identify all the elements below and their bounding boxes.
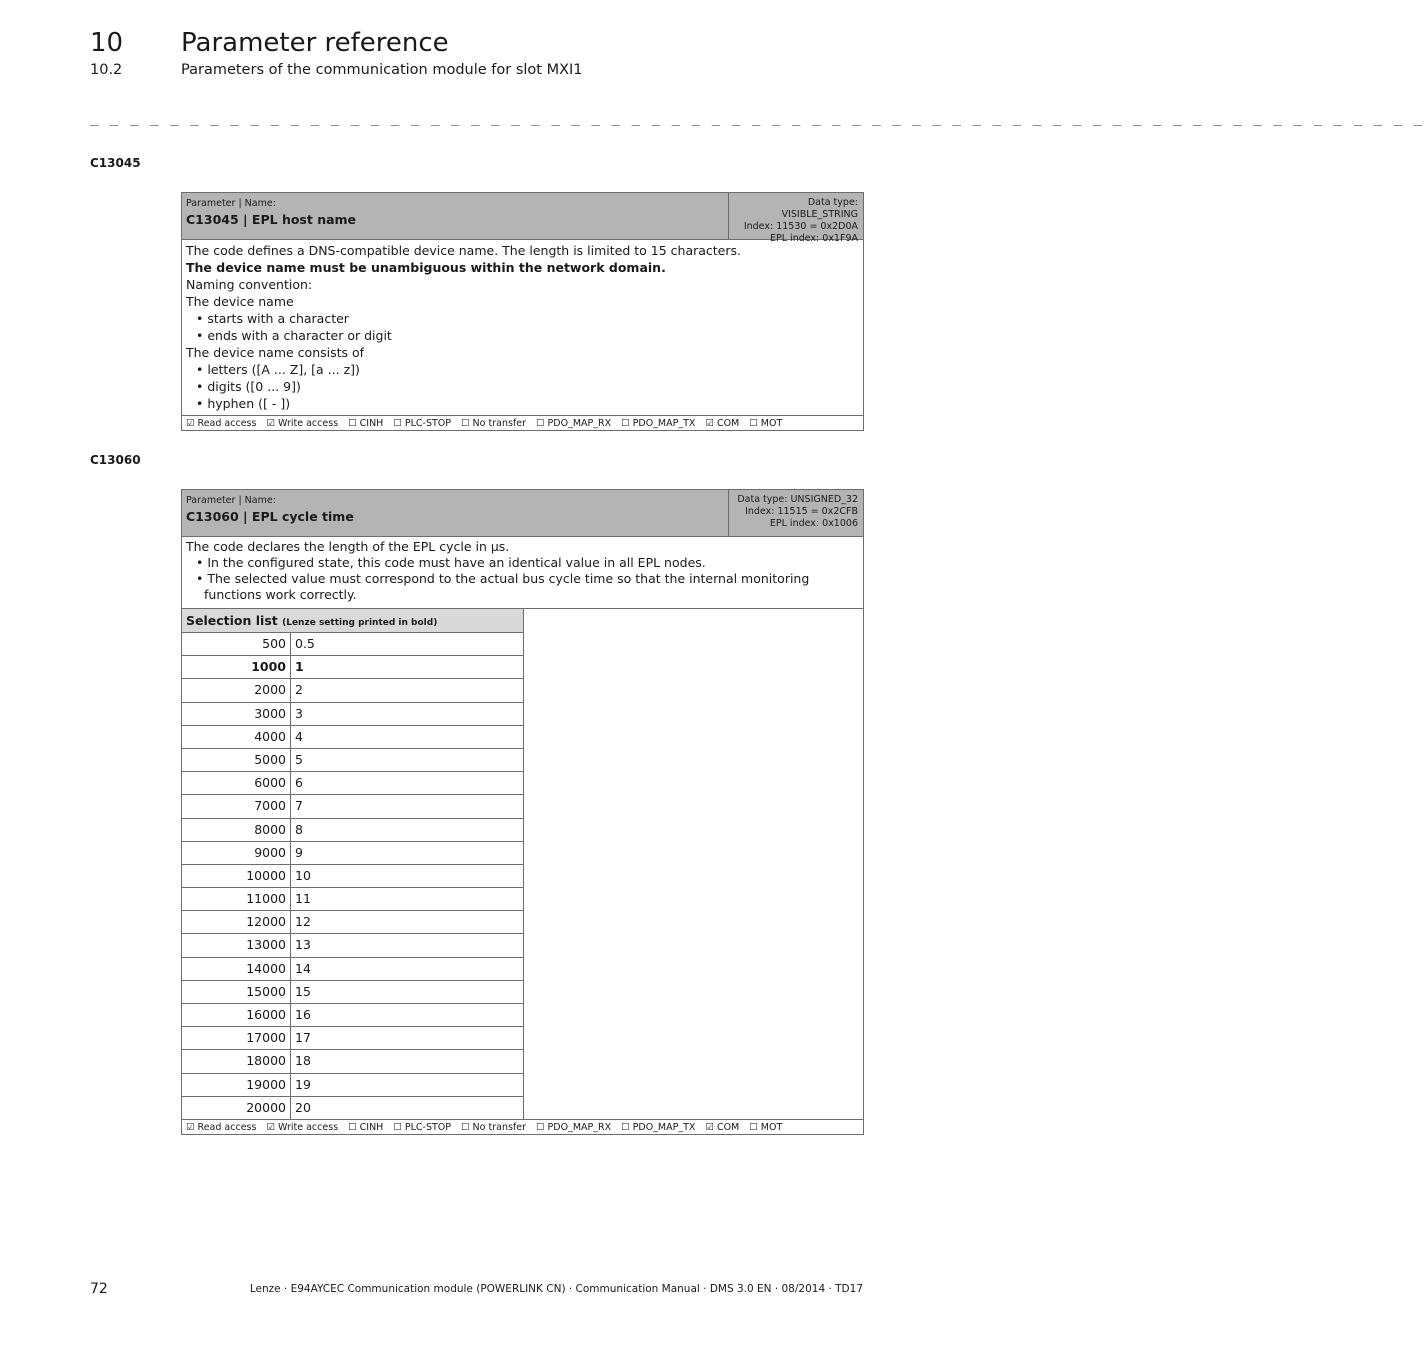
selection-row — [182, 656, 523, 679]
selection-row — [182, 749, 523, 772]
selection-text: 17 — [295, 1030, 311, 1046]
bullet-item: • hyphen ([ - ]) — [196, 396, 291, 411]
selection-text: 0.5 — [295, 636, 315, 651]
selection-text: 9 — [295, 844, 303, 860]
index: Index: 11530 = 0x2D0A — [743, 221, 858, 232]
selection-list-note: (Lenze setting printed in bold) — [282, 618, 438, 628]
selection-text: 6 — [295, 775, 303, 791]
chapter-title: Parameter reference — [181, 28, 449, 58]
selection-text: 18 — [295, 1053, 311, 1069]
access-cinh: ☐ CINH — [348, 418, 384, 429]
chapter-number: 10 — [90, 28, 124, 58]
epl-index: EPL index: 0x1F9A — [770, 233, 858, 244]
selection-value: 17000 — [182, 1027, 291, 1049]
access-pdo-map-tx: ☐ PDO_MAP_TX — [621, 1121, 696, 1133]
selection-text: 8 — [295, 821, 303, 837]
code-heading-c13045: C13045 — [90, 156, 141, 170]
selection-text: 2 — [295, 682, 303, 698]
selection-row — [182, 842, 523, 865]
selection-value: 16000 — [182, 1004, 291, 1026]
access-write: ☑ Write access — [266, 418, 339, 429]
selection-value: 8000 — [182, 819, 291, 841]
selection-value: 15000 — [182, 981, 291, 1003]
selection-value: 20000 — [182, 1097, 291, 1119]
access-cinh: ☐ CINH — [348, 1121, 384, 1133]
selection-list-table — [182, 609, 524, 1119]
parameter-table-c13060 — [181, 489, 864, 1135]
selection-value: 6000 — [182, 772, 291, 794]
parameter-table-c13045 — [181, 192, 864, 431]
parameter-header — [182, 193, 863, 244]
selection-row — [182, 726, 523, 749]
selection-text: 12 — [295, 914, 311, 930]
selection-row — [182, 911, 523, 934]
selection-value: 1000 — [182, 656, 291, 678]
selection-row — [182, 1004, 523, 1027]
bullet-item: • letters ([A ... Z], [a ... z]) — [196, 362, 360, 377]
index: Index: 11515 = 0x2CFB — [745, 506, 858, 517]
access-write: ☑ Write access — [266, 1121, 339, 1133]
selection-row — [182, 795, 523, 818]
selection-list-title: Selection list — [186, 613, 278, 628]
epl-index: EPL index: 0x1006 — [769, 518, 858, 529]
selection-list — [182, 608, 863, 1119]
selection-row — [182, 934, 523, 957]
selection-value: 18000 — [182, 1050, 291, 1072]
selection-text: 20 — [295, 1099, 311, 1115]
parameter-data-info — [728, 193, 863, 244]
selection-value: 4000 — [182, 726, 291, 748]
code-heading-c13060: C13060 — [90, 453, 141, 467]
selection-value: 12000 — [182, 911, 291, 933]
description-line-bold: The device name must be unambiguous within the network domain. — [186, 260, 666, 275]
selection-text: 5 — [295, 751, 303, 767]
parameter-data-info — [728, 490, 863, 536]
access-flags — [182, 415, 863, 430]
description-line: The code defines a DNS-compatible device name. The length is limited to 15 characters. — [186, 243, 741, 258]
access-com: ☑ COM — [705, 1121, 740, 1133]
parameter-name: C13060 | EPL cycle time — [186, 509, 354, 524]
selection-value: 3000 — [182, 703, 291, 725]
selection-row — [182, 819, 523, 842]
bullet-item: • In the configured state, this code must have an identical value in all EPL nodes. — [196, 555, 706, 570]
access-pdo-map-rx: ☐ PDO_MAP_RX — [536, 1121, 612, 1133]
selection-text: 16 — [295, 1007, 311, 1022]
selection-value: 2000 — [182, 679, 291, 701]
selection-text: 19 — [295, 1076, 311, 1092]
parameter-description — [182, 240, 863, 415]
selection-row — [182, 865, 523, 888]
selection-row — [182, 1050, 523, 1073]
description-line: The device name consists of — [186, 345, 365, 360]
selection-value: 500 — [182, 633, 291, 655]
selection-row — [182, 633, 523, 656]
selection-text: 7 — [295, 798, 303, 814]
section-title: Parameters of the communication module for slot MXI1 — [181, 62, 583, 78]
access-flags — [182, 1119, 863, 1134]
parameter-description — [182, 537, 863, 608]
data-type: Data type: VISIBLE_STRING — [781, 197, 858, 220]
selection-row — [182, 772, 523, 795]
parameter-name: C13045 | EPL host name — [186, 212, 357, 227]
selection-row — [182, 703, 523, 726]
selection-row — [182, 888, 523, 911]
parameter-label: Parameter | Name: — [186, 495, 276, 506]
selection-text: 13 — [295, 937, 311, 953]
page-number: 72 — [90, 1281, 108, 1297]
access-plc-stop: ☐ PLC-STOP — [393, 1121, 452, 1133]
access-mot: ☐ MOT — [749, 1121, 783, 1133]
selection-row — [182, 981, 523, 1004]
access-com: ☑ COM — [705, 418, 740, 429]
section-number: 10.2 — [90, 62, 123, 78]
parameter-header — [182, 490, 863, 537]
parameter-label: Parameter | Name: — [186, 198, 276, 209]
access-read: ☑ Read access — [186, 1121, 257, 1133]
header-separator: _ _ _ _ _ _ _ _ _ _ _ _ _ _ _ _ _ _ _ _ _ _ _ _ _ _ _ _ _ _ _ _ _ _ _ _ _ _ _ _ _ _ _ _ _ _ _ _ _ _ _ _ _ _ _ _ _ _ _ _ _ _ _ _ _ _ _ — [90, 110, 1424, 126]
access-no-transfer: ☐ No transfer — [461, 1121, 527, 1133]
bullet-item: • ends with a character or digit — [196, 328, 392, 343]
selection-text: 11 — [295, 891, 311, 907]
selection-value: 11000 — [182, 888, 291, 910]
selection-value: 13000 — [182, 934, 291, 956]
selection-row — [182, 1074, 523, 1097]
description-line: The device name — [186, 294, 294, 309]
selection-value: 7000 — [182, 795, 291, 817]
access-pdo-map-rx: ☐ PDO_MAP_RX — [536, 418, 612, 429]
selection-row — [182, 1027, 523, 1050]
selection-text: 1 — [295, 659, 304, 675]
selection-value: 19000 — [182, 1074, 291, 1096]
access-plc-stop: ☐ PLC-STOP — [393, 418, 452, 429]
access-read: ☑ Read access — [186, 418, 257, 429]
access-no-transfer: ☐ No transfer — [461, 418, 527, 429]
bullet-item: • digits ([0 ... 9]) — [196, 379, 301, 394]
data-type: Data type: UNSIGNED_32 — [737, 494, 858, 505]
selection-value: 5000 — [182, 749, 291, 771]
footer-text: Lenze · E94AYCEC Communication module (POWERLINK CN) · Communication Manual · DMS 3.0 EN · 08/2014 · TD17 — [249, 1283, 863, 1295]
description-line: The code declares the length of the EPL cycle in µs. — [186, 539, 510, 554]
access-pdo-map-tx: ☐ PDO_MAP_TX — [621, 418, 696, 429]
selection-text: 15 — [295, 983, 311, 999]
bullet-item: • The selected value must correspond to the actual bus cycle time so that the internal monitoring functions work correctly. — [196, 571, 810, 602]
selection-row — [182, 958, 523, 981]
selection-rows — [182, 633, 523, 1119]
access-mot: ☐ MOT — [749, 418, 783, 429]
selection-value: 9000 — [182, 842, 291, 864]
selection-value: 14000 — [182, 958, 291, 980]
description-line: Naming convention: — [186, 277, 313, 292]
bullet-item: • starts with a character — [196, 311, 349, 326]
selection-row — [182, 1097, 523, 1119]
selection-row — [182, 679, 523, 702]
selection-text: 3 — [295, 705, 303, 721]
selection-text: 10 — [295, 867, 311, 883]
selection-list-header — [182, 609, 523, 633]
selection-text: 4 — [295, 728, 303, 744]
selection-value: 10000 — [182, 865, 291, 887]
selection-text: 14 — [295, 960, 311, 976]
